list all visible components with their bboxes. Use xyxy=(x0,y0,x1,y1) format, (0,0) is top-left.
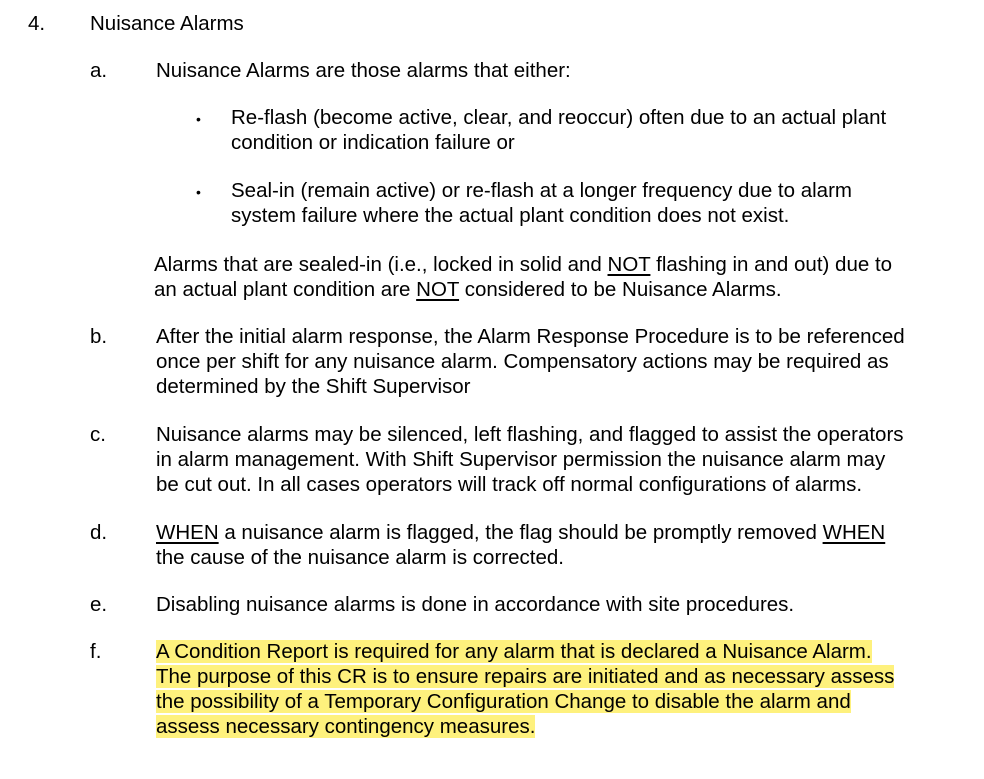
note-emphasis-not: NOT xyxy=(416,278,460,301)
bullet-1-line-2: condition or indication failure or xyxy=(231,131,515,154)
bullet-1-line-1: Re-flash (become active, clear, and reoccur) often due to an actual plant xyxy=(231,106,887,129)
note-text: an actual plant condition are xyxy=(154,278,417,301)
highlighted-text: assess necessary contingency measures. xyxy=(156,715,536,738)
item-f-marker: f. xyxy=(90,640,102,663)
item-b-line-2: once per shift for any nuisance alarm. Compensatory actions may be required as xyxy=(156,350,889,373)
item-f-line-4 xyxy=(156,714,535,739)
item-d-line-2: the cause of the nuisance alarm is corrected. xyxy=(156,546,564,569)
bullet-1-icon: • xyxy=(196,111,201,127)
note-text: Alarms that are sealed-in (i.e., locked in solid and xyxy=(154,253,608,276)
item-b-line-3: determined by the Shift Supervisor xyxy=(156,375,471,398)
item-d-marker: d. xyxy=(90,521,108,544)
item-a-marker: a. xyxy=(90,59,108,82)
item-d-text: a nuisance alarm is flagged, the flag should be promptly removed xyxy=(218,521,823,544)
item-f-line-1 xyxy=(156,639,872,664)
item-b-line-1: After the initial alarm response, the Alarm Response Procedure is to be referenced xyxy=(156,325,905,348)
item-c-line-3: be cut out. In all cases operators will track off normal configurations of alarms. xyxy=(156,473,863,496)
note-text: flashing in and out) due to xyxy=(650,253,893,276)
section-number: 4. xyxy=(28,12,46,35)
note-emphasis-not: NOT xyxy=(607,253,651,276)
item-a-note-line-2 xyxy=(154,277,782,302)
item-b-marker: b. xyxy=(90,325,108,348)
highlighted-text: The purpose of this CR is to ensure repairs are initiated and as necessary assess xyxy=(156,665,895,688)
item-e-text: Disabling nuisance alarms is done in accordance with site procedures. xyxy=(156,593,795,616)
item-f-line-2 xyxy=(156,664,894,689)
section-title: Nuisance Alarms xyxy=(90,12,244,35)
item-c-line-2: in alarm management. With Shift Supervisor permission the nuisance alarm may xyxy=(156,448,886,471)
item-d-line-1 xyxy=(156,520,885,545)
emphasis-when: WHEN xyxy=(822,521,886,544)
note-text: considered to be Nuisance Alarms. xyxy=(459,278,782,301)
emphasis-when: WHEN xyxy=(156,521,219,544)
item-a-note-line-1 xyxy=(154,252,892,277)
item-c-marker: c. xyxy=(90,423,106,446)
highlighted-text: the possibility of a Temporary Configuration Change to disable the alarm and xyxy=(156,690,851,713)
bullet-2-icon: • xyxy=(196,184,201,200)
highlighted-text: A Condition Report is required for any alarm that is declared a Nuisance Alarm. xyxy=(156,640,872,663)
bullet-2-line-2: system failure where the actual plant condition does not exist. xyxy=(231,204,790,227)
item-e-marker: e. xyxy=(90,593,108,616)
bullet-2-line-1: Seal-in (remain active) or re-flash at a longer frequency due to alarm xyxy=(231,179,852,202)
item-c-line-1: Nuisance alarms may be silenced, left flashing, and flagged to assist the operators xyxy=(156,423,904,446)
item-a-text: Nuisance Alarms are those alarms that either: xyxy=(156,59,571,82)
item-f-line-3 xyxy=(156,689,851,714)
